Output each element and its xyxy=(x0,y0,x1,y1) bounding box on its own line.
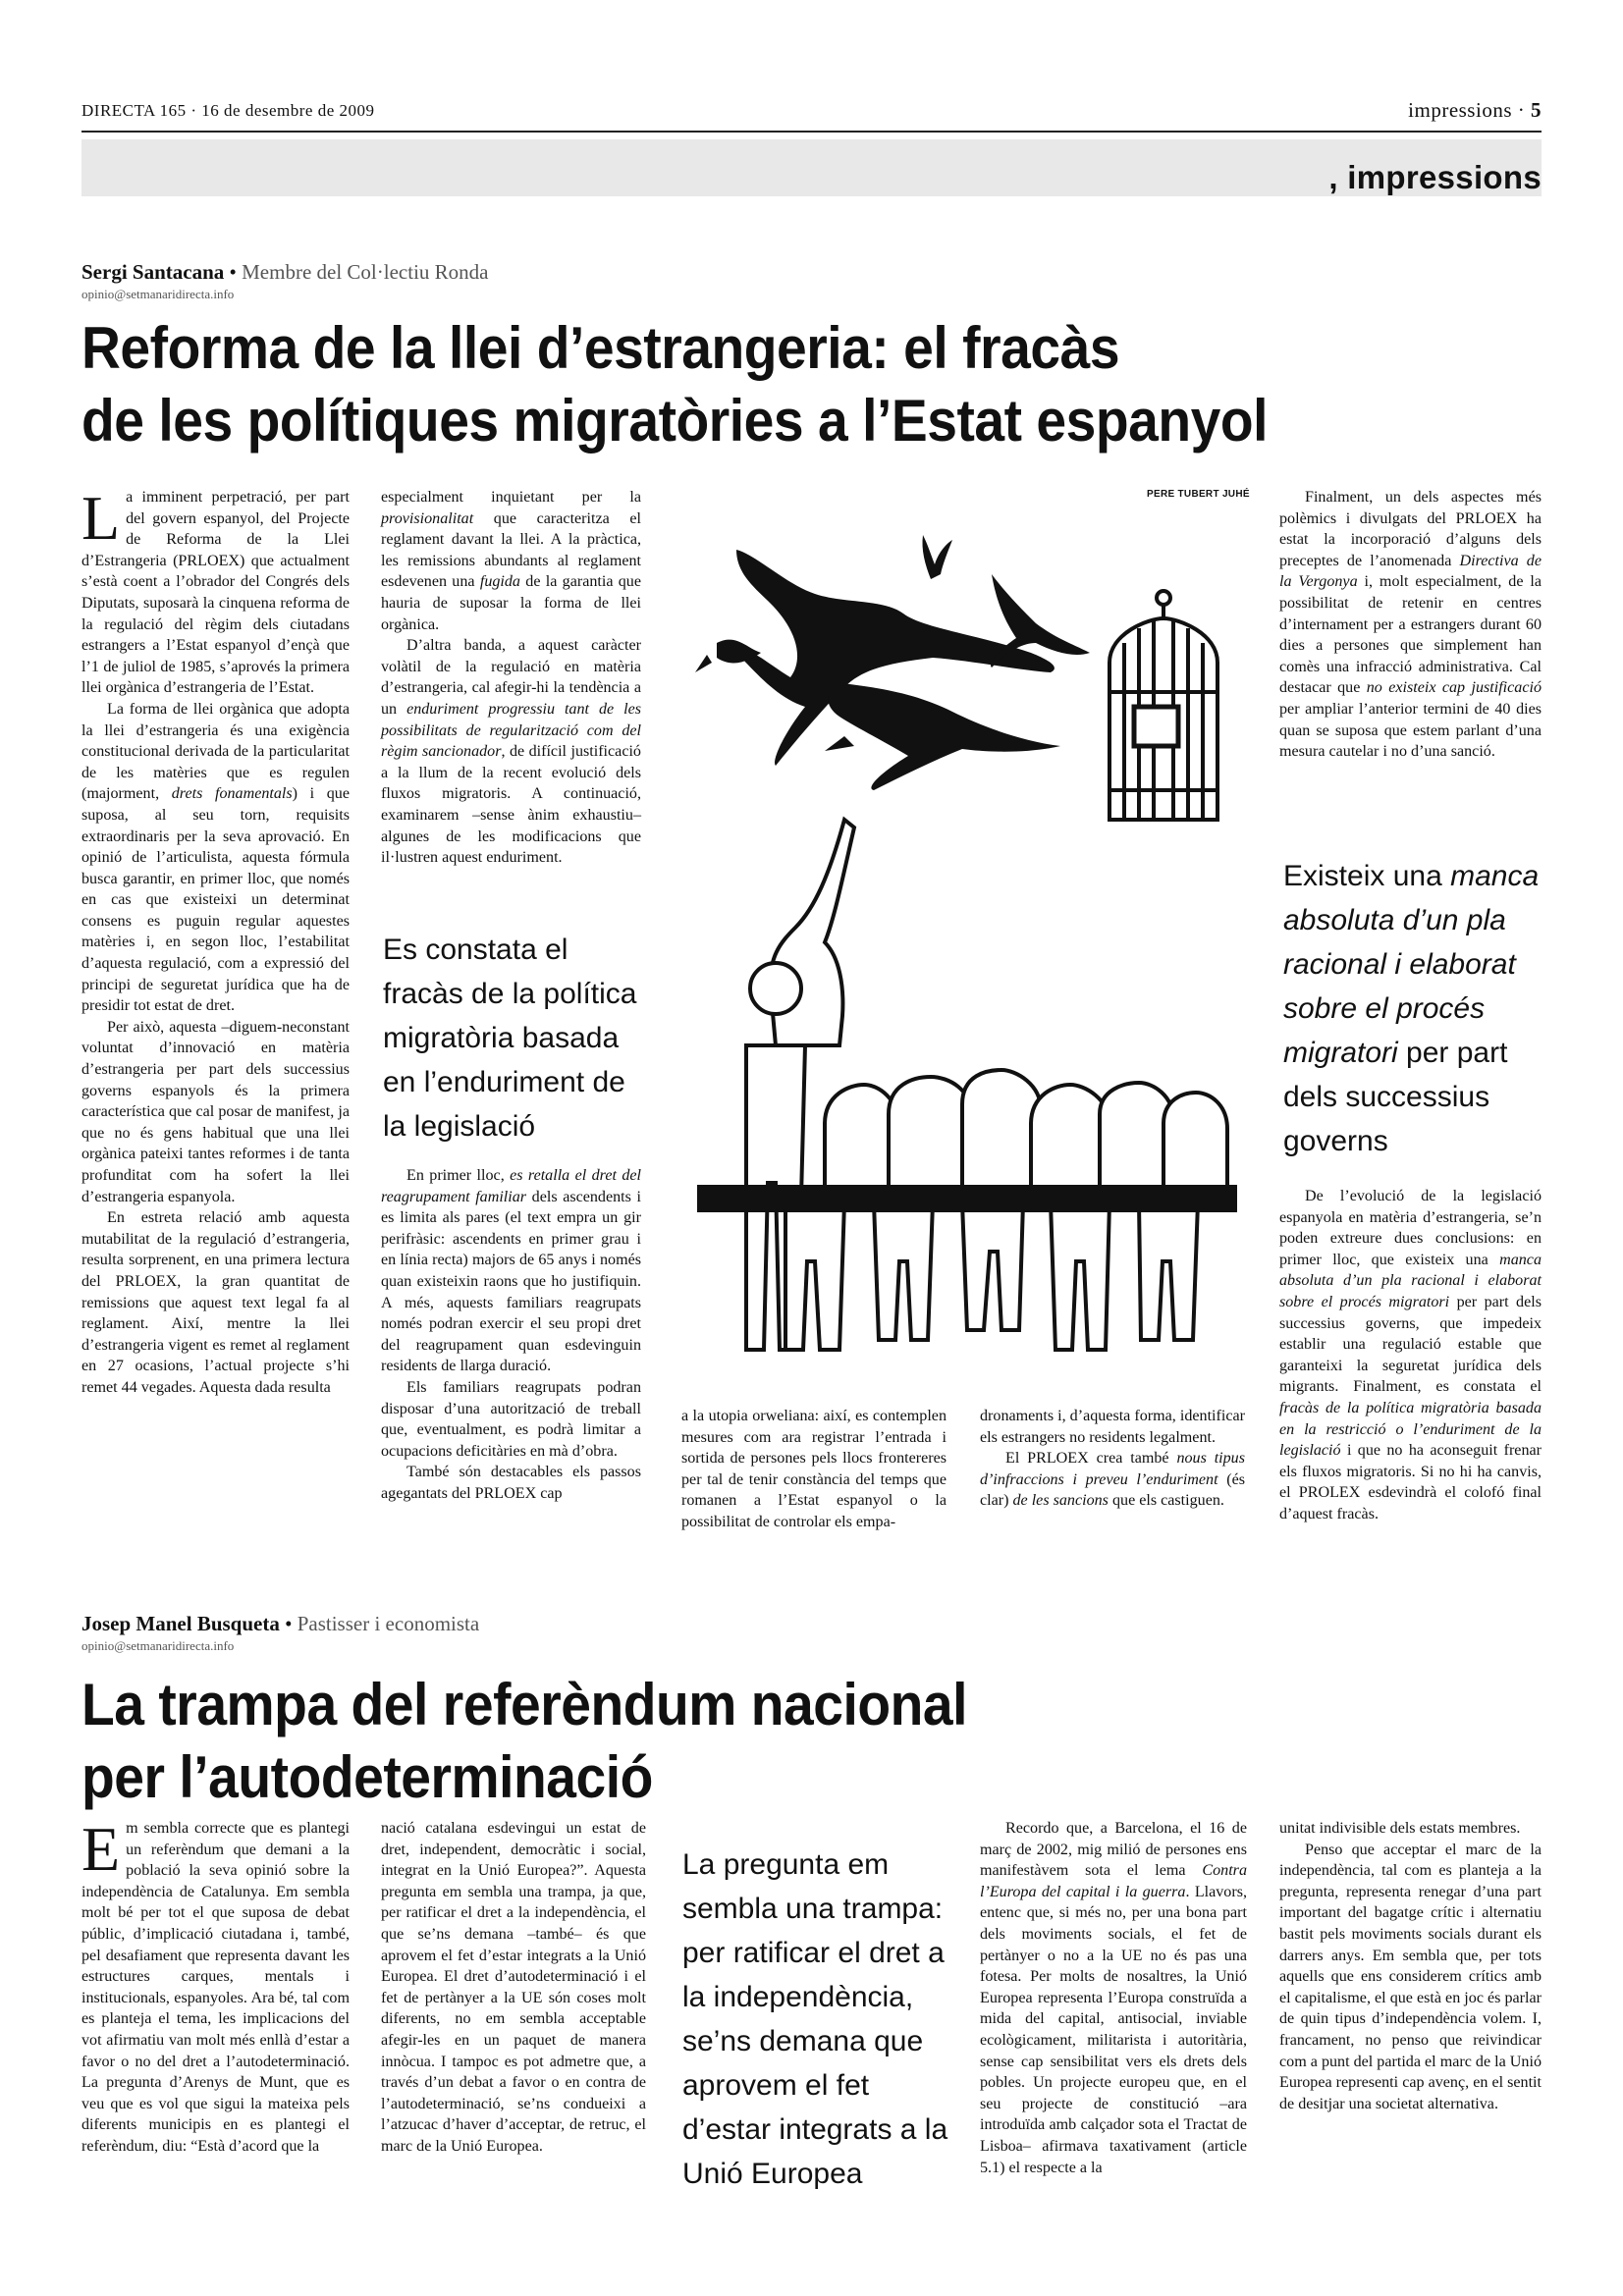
article2-paragraph: unitat indivisible dels estats membres. xyxy=(1279,1820,1521,1837)
article1-pull-quote: Es constata el fracàs de la política migratòria basada en l’enduriment de la legislació xyxy=(383,934,637,1143)
article2-paragraph: Em sembla correcte que es plantegi un referèndum que demani a la població la seva opinió sobre la independència de Catalunya. Em sembla molt bé per tot el que suposa de debat públic, d’implicació ciutadana i, també, pel desafiament que representa davant les estructures carques, mentals i institucionals, espanyoles. Ara bé, tal com es planteja el tema, les implicacions del vot afirmatiu van molt més enllà d’estar a favor o no del dret a l’autodeterminació. La pregunta d’Arenys de Munt, que es veu que es vol que sigui la mateixa pels diferents municipis en es plantegi el referèndum, diu: “Està d’acord que la xyxy=(81,1814,350,2155)
article1-paragraph: Per això, aquesta –diguem-neconstant voluntat d’innovació en matèria d’estrangeria per part dels successius governs espanyols és la primera característica que cal posar de manifest, ja que no és gens habitual que una llei orgànica pateixi tantes reformes i de tanta profunditat com ha sofert la llei d’estrangeria espanyola. xyxy=(81,1018,350,1205)
article1-column-4 xyxy=(980,1406,1245,1512)
article2-author: Josep Manel Busqueta xyxy=(81,1612,280,1635)
crowd xyxy=(746,820,1227,1350)
article1-paragraph: De l’evolució de la legislació espanyola en matèria d’estrangeria, se’n poden extreure dues conclusions: en primer lloc, que existeix una manca absoluta d’un pla racional i elaborat sobre el procés migratori per part dels successius governs, que impedeix establir una regulació estable que garanteixi la seguretat jurídica dels migrants. Finalment, es constata el fracàs de la política migratòria basada en la restricció o l’enduriment de la legislació i que no ha aconseguit frenar els fluxos migratoris. Si no hi ha canvis, el PROLEX esdevindrà el colofó final d’aquest fracàs. xyxy=(1279,1188,1542,1522)
article1-paragraph: El PRLOEX crea també nous tipus d’infraccions i preveu l’enduriment (és clar) de les sancions que els castiguen. xyxy=(980,1450,1245,1510)
page-label: impressions · 5 xyxy=(1408,98,1542,122)
article2-title-line2: per l’autodeterminació xyxy=(81,1744,653,1810)
article2-pull-quote: La pregunta em sembla una trampa: per ratificar el dret a la independència, se’ns demana que aprovem el fet d’estar integrats a la Unió Europea xyxy=(682,1848,948,2190)
flying-figure-5 xyxy=(922,535,952,579)
article2-column-2 xyxy=(381,1818,646,2158)
barrier-bar xyxy=(697,1185,1237,1212)
issue-info: DIRECTA 165 · 16 de desembre de 2009 xyxy=(81,101,375,120)
article1-paragraph: En primer lloc, es retalla el dret del reagrupament familiar dels ascendents i es limita als pares (el text empra un gir perifràsic: ascendents en primer grau i en línia recta) majors de 65 anys i només quan existeixin raons que ho justifiquin. A més, aquests familiars reagrupats només podran exercir el seu propi dret del reagrupament quan esdevinguin residents de llarga duració. xyxy=(381,1167,641,1375)
page-number: 5 xyxy=(1531,98,1542,122)
flying-figure-3 xyxy=(825,682,1060,790)
article1-column-3 xyxy=(681,1406,947,1533)
article1-title-line1: Reforma de la llei d’estrangeria: el fracàs xyxy=(81,315,1120,381)
article1-byline: Sergi Santacana • Membre del Col·lectiu Ronda xyxy=(81,260,489,284)
migration-illustration xyxy=(677,496,1257,1360)
birdcage xyxy=(1109,591,1217,820)
article2-title xyxy=(81,1669,967,1814)
article1-paragraph: especialment inquietant per la provisionalitat que caracteritza el reglament davant la llei. A la pràctica, les remissions abundants al reglament esdevenen una fugida de la garantia que hauria de suposar la forma de llei orgànica. xyxy=(381,489,641,633)
article1-column-5 xyxy=(1279,487,1542,763)
article1-column-2b xyxy=(381,1165,641,1505)
article1-title-line2: de les polítiques migratòries a l’Estat espanyol xyxy=(81,388,1269,454)
header-rule xyxy=(81,131,1542,133)
drop-cap: E xyxy=(81,1814,121,1884)
article2-author-role: Pastisser i economista xyxy=(297,1612,480,1635)
section-tag: , impressions xyxy=(1328,159,1542,195)
article1-paragraph: dronaments i, d’aquesta forma, identificar els estrangers no residents legalment. xyxy=(980,1408,1245,1446)
article1-author: Sergi Santacana xyxy=(81,260,225,284)
article2-paragraph: nació catalana esdevingui un estat de dret, independent, democràtic i social, integrat en la Unió Europea?”. Aquesta pregunta em sembla una trampa, ja que, per ratificar el dret a la independència, el que se’ns demana –també– és que aprovem el fet d’estar integrats a la Unió Europea. El dret d’autodeterminació i el fet de pertànyer a la UE són coses molt diferents, no em sembla acceptable afegir-les en un paquet de manera innòcua. I tampoc es pot admetre que, a través d’un debat a favor o en contra de l’autodeterminació, se’ns condueixi a l’atzucac d’haver d’acceptar, de retruc, el marc de la Unió Europea. xyxy=(381,1820,646,2155)
article2-column-5 xyxy=(1279,1818,1542,2114)
article2-paragraph: Penso que acceptar el marc de la independència, tal com es planteja a la pregunta, representa renegar d’una part important del bagatge crític i alternatiu bastit pels moviments socials durant els darrers anys. Em sembla que, per tots aquells que ens considerem crítics amb el capitalisme, el que està en joc és parlar de quin tipus d’independència volem. I, francament, no penso que reivindicar com a punt del partida el marc de la Unió Europea representi cap avenç, en el sentit de desitjar una societat alternativa. xyxy=(1279,1841,1542,2112)
article1-column-2 xyxy=(381,487,641,869)
article1-paragraph: a la utopia orweliana: així, es contemplen mesures com ara registrar l’entrada i sortida de persones pels llocs frontereres per tal de tenir constància del temps que romanen a l’Estat espanyol o la possibilitat de controlar els empa- xyxy=(681,1408,947,1530)
article2-paragraph: Recordo que, a Barcelona, el 16 de març de 2002, mig milió de persones ens manifestàvem sota el lema Contra l’Europa del capital i la guerra. Llavors, entenc que, si més no, per una bona part dels moviments socials, el fet de pertànyer o no a la UE no és pas una fotesa. Per molts de nosaltres, la Unió Europea representa l’Europa construïda a mida del capital, antisocial, inviable ecològicament, militarista i autoritària, sense cap sensibilitat vers els drets dels pobles. Un projecte europeu que, en el seu projecte de constitució –ara introduïda amb calçador sota el Tractat de Lisboa– afirmava taxativament (article 5.1) el respecte a la xyxy=(980,1820,1247,2176)
article2-title-line1: La trampa del referèndum nacional xyxy=(81,1672,968,1737)
drop-cap: L xyxy=(81,483,121,553)
article1-column-5b xyxy=(1279,1186,1542,1525)
article1-paragraph: La forma de llei orgànica que adopta la llei d’estrangeria és una exigència constitucional derivada de la particularitat de les matèries que es regulen (majorment, drets fonamentals) i que suposa, al seu torn, requisits extraordinaris per la seva aprovació. En opinió de l’articulista, aquesta fórmula busca garantir, en primer lloc, que només en cas que existeixi un determinat consens es puguin regular aquestes matèries i, en segon lloc, l’estabilitat d’aquesta regulació, com a expressió del principi de seguretat jurídica que ha de presidir tot estat de dret. xyxy=(81,700,350,1015)
article1-pull-quote-2: Existeix una manca absoluta d’un pla racional i elaborat sobre el procés migratori per part dels successius governs xyxy=(1283,860,1540,1157)
section-label: impressions xyxy=(1408,98,1512,122)
image-credit: PERE TUBERT JUHÉ xyxy=(1147,489,1250,500)
article1-paragraph: En estreta relació amb aquesta mutabilitat de la regulació d’estrangeria, resulta sorprenent, en una primera lectura del PRLOEX, la gran quantitat de remissions que aquest text legal fa al reglament. Així, mentre la llei d’estrangeria vigent es remet al reglament en 27 ocasions, l’actual projecte s’hi remet 44 vegades. Aquesta dada resulta xyxy=(81,1209,350,1396)
article2-byline: Josep Manel Busqueta • Pastisser i economista xyxy=(81,1612,480,1635)
article1-paragraph: Els familiars reagrupats podran disposar d’una autorització de treball que, eventualment, es podrà limitar a ocupacions deficitàries en mà d’obra. xyxy=(381,1378,641,1460)
article1-column-1 xyxy=(81,483,350,1399)
article2-column-4 xyxy=(980,1818,1247,2178)
article1-paragraph: Finalment, un dels aspectes més polèmics i divulgats del PRLOEX ha estat la incorporació d’alguns dels preceptes de l’anomenada Directiva de la Vergonya i, molt especialment, de la possibilitat de retenir en centres d’internament per a estrangers durant 60 dies a persones que simplement han comès una infracció administrativa. Cal destacar que no existeix cap justificació per ampliar l’anterior termini de 40 dies quan se suposa que estem parlant d’una mesura cautelar i no d’una sanció. xyxy=(1279,489,1542,761)
article1-paragraph: La imminent perpetració, per part del govern espanyol, del Projecte de Reforma de la Llei d’Estrangeria (PRLOEX) que actualment s’està coent a l’obrador del Congrés dels Diputats, suposarà la cinquena reforma de la regulació del règim dels ciutadans estrangers a l’Estat espanyol d’ençà que l’1 de juliol de 1985, s’aprovés la primera llei orgànica d’estrangeria de l’Estat. xyxy=(81,483,350,697)
article2-email: opinio@setmanaridirecta.info xyxy=(81,1638,235,1653)
article1-author-role: Membre del Col·lectiu Ronda xyxy=(242,260,489,284)
article1-paragraph: D’altra banda, a aquest caràcter volàtil de la regulació en matèria d’estrangeria, cal afegir-hi la tendència a un enduriment progressiu tant de les possibilitats de regularització com del règim sancionador, de difícil justificació a la llum de la recent evolució dels fluxos migratoris. A continuació, examinarem –sense ànim exhaustiu– algunes de les modificacions que il·lustren aquest enduriment. xyxy=(381,637,641,867)
article1-paragraph: També són destacables els passos agegantats del PRLOEX cap xyxy=(381,1464,641,1502)
article2-column-1 xyxy=(81,1814,350,2158)
article1-email: opinio@setmanaridirecta.info xyxy=(81,287,235,301)
flying-figure-4 xyxy=(991,574,1090,667)
section-band xyxy=(81,139,1542,196)
article1-title xyxy=(81,312,1268,457)
